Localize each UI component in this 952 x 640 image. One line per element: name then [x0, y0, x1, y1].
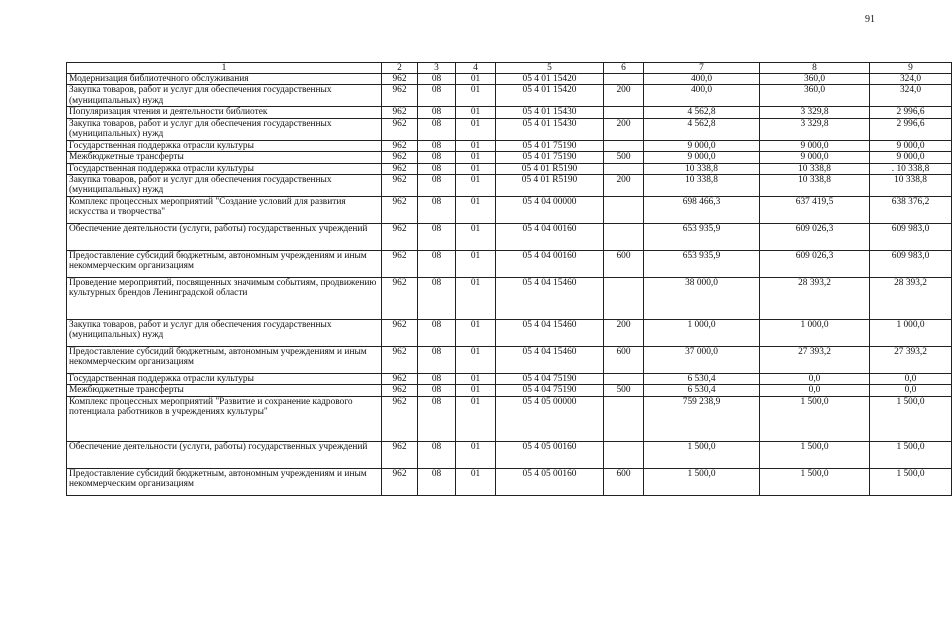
- target-article-cell: 05 4 05 00160: [496, 441, 604, 468]
- table-row: [67, 468, 952, 495]
- table-row: [67, 396, 952, 441]
- amount-year3-cell: 609 983,0: [870, 224, 952, 251]
- target-article-cell: 05 4 04 00160: [496, 224, 604, 251]
- item-name-cell: Предоставление субсидий бюджетным, автономным учреждениям и иным некоммерческим организациям: [67, 468, 382, 495]
- amount-year3-cell: 10 338,8: [870, 175, 952, 197]
- amount-year1-cell: 10 338,8: [644, 175, 760, 197]
- admin-code-cell: 962: [382, 175, 418, 197]
- admin-code-cell: 962: [382, 107, 418, 118]
- target-article-cell: 05 4 01 15420: [496, 74, 604, 85]
- subsection-cell: 01: [456, 85, 496, 107]
- item-name-cell: Предоставление субсидий бюджетным, автономным учреждениям и иным некоммерческим организациям: [67, 251, 382, 278]
- item-name-cell: Предоставление субсидий бюджетным, автономным учреждениям и иным некоммерческим организациям: [67, 347, 382, 374]
- expense-type-cell: [604, 396, 644, 441]
- table-row: [67, 107, 952, 118]
- expense-type-cell: [604, 74, 644, 85]
- amount-year3-cell: 1 500,0: [870, 468, 952, 495]
- amount-year1-cell: 1 500,0: [644, 468, 760, 495]
- admin-code-cell: 962: [382, 85, 418, 107]
- expense-type-cell: 200: [604, 320, 644, 347]
- section-cell: 08: [418, 118, 456, 140]
- amount-year1-cell: 9 000,0: [644, 140, 760, 151]
- target-article-cell: 05 4 01 R5190: [496, 163, 604, 174]
- amount-year1-cell: 1 000,0: [644, 320, 760, 347]
- section-cell: 08: [418, 85, 456, 107]
- section-cell: 08: [418, 468, 456, 495]
- target-article-cell: 05 4 04 00000: [496, 197, 604, 224]
- table-row: [67, 140, 952, 151]
- expense-type-cell: [604, 140, 644, 151]
- item-name-cell: Государственная поддержка отрасли культуры: [67, 140, 382, 151]
- item-name-cell: Государственная поддержка отрасли культуры: [67, 374, 382, 385]
- column-header-6: 6: [604, 63, 644, 74]
- table-row: [67, 251, 952, 278]
- section-cell: 08: [418, 396, 456, 441]
- section-cell: 08: [418, 74, 456, 85]
- section-cell: 08: [418, 175, 456, 197]
- column-header-1: 1: [67, 63, 382, 74]
- admin-code-cell: 962: [382, 320, 418, 347]
- expense-type-cell: 600: [604, 251, 644, 278]
- section-cell: 08: [418, 385, 456, 396]
- table-row: [67, 385, 952, 396]
- amount-year1-cell: 698 466,3: [644, 197, 760, 224]
- amount-year2-cell: 10 338,8: [760, 163, 870, 174]
- amount-year2-cell: 1 500,0: [760, 441, 870, 468]
- expense-type-cell: [604, 163, 644, 174]
- amount-year1-cell: 1 500,0: [644, 441, 760, 468]
- subsection-cell: 01: [456, 441, 496, 468]
- amount-year1-cell: 38 000,0: [644, 278, 760, 320]
- amount-year3-cell: 609 983,0: [870, 251, 952, 278]
- admin-code-cell: 962: [382, 278, 418, 320]
- target-article-cell: 05 4 01 R5190: [496, 175, 604, 197]
- table-row: [67, 197, 952, 224]
- amount-year3-cell: 324,0: [870, 85, 952, 107]
- amount-year1-cell: 653 935,9: [644, 251, 760, 278]
- amount-year1-cell: 6 530,4: [644, 374, 760, 385]
- table-row: [67, 85, 952, 107]
- item-name-cell: Комплекс процессных мероприятий "Создание условий для развития искусства и творчества": [67, 197, 382, 224]
- section-cell: 08: [418, 197, 456, 224]
- subsection-cell: 01: [456, 374, 496, 385]
- amount-year1-cell: 400,0: [644, 74, 760, 85]
- column-header-2: 2: [382, 63, 418, 74]
- budget-table: [66, 62, 952, 496]
- table-header-row: [67, 63, 952, 74]
- item-name-cell: Межбюджетные трансферты: [67, 152, 382, 163]
- column-header-4: 4: [456, 63, 496, 74]
- amount-year3-cell: 2 996,6: [870, 118, 952, 140]
- amount-year2-cell: 1 500,0: [760, 396, 870, 441]
- subsection-cell: 01: [456, 278, 496, 320]
- table-row: [67, 441, 952, 468]
- admin-code-cell: 962: [382, 374, 418, 385]
- target-article-cell: 05 4 04 15460: [496, 347, 604, 374]
- expense-type-cell: [604, 441, 644, 468]
- expense-type-cell: [604, 278, 644, 320]
- admin-code-cell: 962: [382, 118, 418, 140]
- subsection-cell: 01: [456, 140, 496, 151]
- subsection-cell: 01: [456, 118, 496, 140]
- section-cell: 08: [418, 251, 456, 278]
- amount-year3-cell: 638 376,2: [870, 197, 952, 224]
- amount-year1-cell: 653 935,9: [644, 224, 760, 251]
- table-row: [67, 374, 952, 385]
- table-row: [67, 175, 952, 197]
- amount-year3-cell: 1 500,0: [870, 441, 952, 468]
- expense-type-cell: [604, 374, 644, 385]
- amount-year2-cell: 609 026,3: [760, 224, 870, 251]
- amount-year3-cell: 9 000,0: [870, 152, 952, 163]
- amount-year1-cell: 6 530,4: [644, 385, 760, 396]
- amount-year2-cell: 1 000,0: [760, 320, 870, 347]
- table-row: [67, 74, 952, 85]
- item-name-cell: Обеспечение деятельности (услуги, работы) государственных учреждений: [67, 441, 382, 468]
- table-row: [67, 118, 952, 140]
- amount-year1-cell: 4 562,8: [644, 118, 760, 140]
- subsection-cell: 01: [456, 163, 496, 174]
- column-header-7: 7: [644, 63, 760, 74]
- target-article-cell: 05 4 04 15460: [496, 278, 604, 320]
- expense-type-cell: 200: [604, 85, 644, 107]
- expense-type-cell: 600: [604, 347, 644, 374]
- expense-type-cell: [604, 224, 644, 251]
- admin-code-cell: 962: [382, 396, 418, 441]
- amount-year2-cell: 0,0: [760, 374, 870, 385]
- target-article-cell: 05 4 04 75190: [496, 385, 604, 396]
- expense-type-cell: [604, 107, 644, 118]
- amount-year3-cell: 324,0: [870, 74, 952, 85]
- amount-year2-cell: 0,0: [760, 385, 870, 396]
- admin-code-cell: 962: [382, 224, 418, 251]
- table-row: [67, 224, 952, 251]
- target-article-cell: 05 4 04 00160: [496, 251, 604, 278]
- admin-code-cell: 962: [382, 140, 418, 151]
- subsection-cell: 01: [456, 197, 496, 224]
- expense-type-cell: [604, 197, 644, 224]
- subsection-cell: 01: [456, 396, 496, 441]
- subsection-cell: 01: [456, 251, 496, 278]
- section-cell: 08: [418, 152, 456, 163]
- expense-type-cell: 200: [604, 118, 644, 140]
- amount-year2-cell: 609 026,3: [760, 251, 870, 278]
- amount-year1-cell: 9 000,0: [644, 152, 760, 163]
- admin-code-cell: 962: [382, 468, 418, 495]
- item-name-cell: Государственная поддержка отрасли культуры: [67, 163, 382, 174]
- amount-year1-cell: 400,0: [644, 85, 760, 107]
- item-name-cell: Закупка товаров, работ и услуг для обеспечения государственных (муниципальных) нужд: [67, 320, 382, 347]
- section-cell: 08: [418, 107, 456, 118]
- subsection-cell: 01: [456, 107, 496, 118]
- expense-type-cell: 600: [604, 468, 644, 495]
- target-article-cell: 05 4 01 15430: [496, 107, 604, 118]
- expense-type-cell: 500: [604, 385, 644, 396]
- item-name-cell: Популяризация чтения и деятельности библиотек: [67, 107, 382, 118]
- admin-code-cell: 962: [382, 251, 418, 278]
- amount-year3-cell: . 10 338,8: [870, 163, 952, 174]
- amount-year3-cell: 1 000,0: [870, 320, 952, 347]
- amount-year2-cell: 360,0: [760, 74, 870, 85]
- target-article-cell: 05 4 01 75190: [496, 152, 604, 163]
- table-row: [67, 347, 952, 374]
- column-header-3: 3: [418, 63, 456, 74]
- target-article-cell: 05 4 01 75190: [496, 140, 604, 151]
- table-row: [67, 320, 952, 347]
- target-article-cell: 05 4 05 00000: [496, 396, 604, 441]
- table-row: [67, 278, 952, 320]
- page-number: 91: [865, 14, 875, 25]
- admin-code-cell: 962: [382, 197, 418, 224]
- admin-code-cell: 962: [382, 441, 418, 468]
- column-header-8: 8: [760, 63, 870, 74]
- amount-year2-cell: 9 000,0: [760, 140, 870, 151]
- amount-year2-cell: 3 329,8: [760, 107, 870, 118]
- amount-year1-cell: 37 000,0: [644, 347, 760, 374]
- section-cell: 08: [418, 441, 456, 468]
- section-cell: 08: [418, 320, 456, 347]
- amount-year2-cell: 637 419,5: [760, 197, 870, 224]
- expense-type-cell: 200: [604, 175, 644, 197]
- target-article-cell: 05 4 04 15460: [496, 320, 604, 347]
- amount-year2-cell: 28 393,2: [760, 278, 870, 320]
- amount-year3-cell: 1 500,0: [870, 396, 952, 441]
- admin-code-cell: 962: [382, 347, 418, 374]
- subsection-cell: 01: [456, 468, 496, 495]
- subsection-cell: 01: [456, 152, 496, 163]
- column-header-9: 9: [870, 63, 952, 74]
- item-name-cell: Проведение мероприятий, посвященных значимым событиям, продвижению культурных брендов Ленинградской области: [67, 278, 382, 320]
- admin-code-cell: 962: [382, 163, 418, 174]
- subsection-cell: 01: [456, 175, 496, 197]
- amount-year2-cell: 10 338,8: [760, 175, 870, 197]
- amount-year3-cell: 9 000,0: [870, 140, 952, 151]
- target-article-cell: 05 4 01 15430: [496, 118, 604, 140]
- subsection-cell: 01: [456, 224, 496, 251]
- amount-year1-cell: 759 238,9: [644, 396, 760, 441]
- target-article-cell: 05 4 04 75190: [496, 374, 604, 385]
- amount-year2-cell: 360,0: [760, 85, 870, 107]
- amount-year3-cell: 0,0: [870, 385, 952, 396]
- amount-year2-cell: 1 500,0: [760, 468, 870, 495]
- amount-year1-cell: 10 338,8: [644, 163, 760, 174]
- admin-code-cell: 962: [382, 74, 418, 85]
- section-cell: 08: [418, 347, 456, 374]
- admin-code-cell: 962: [382, 152, 418, 163]
- section-cell: 08: [418, 224, 456, 251]
- admin-code-cell: 962: [382, 385, 418, 396]
- item-name-cell: Комплекс процессных мероприятий "Развитие и сохранение кадрового потенциала работников в учреждениях культуры": [67, 396, 382, 441]
- column-header-5: 5: [496, 63, 604, 74]
- table-row: [67, 163, 952, 174]
- amount-year2-cell: 3 329,8: [760, 118, 870, 140]
- subsection-cell: 01: [456, 347, 496, 374]
- section-cell: 08: [418, 374, 456, 385]
- item-name-cell: Закупка товаров, работ и услуг для обеспечения государственных (муниципальных) нужд: [67, 85, 382, 107]
- item-name-cell: Модернизация библиотечного обслуживания: [67, 74, 382, 85]
- item-name-cell: Закупка товаров, работ и услуг для обеспечения государственных (муниципальных) нужд: [67, 175, 382, 197]
- amount-year3-cell: 2 996,6: [870, 107, 952, 118]
- item-name-cell: Обеспечение деятельности (услуги, работы) государственных учреждений: [67, 224, 382, 251]
- section-cell: 08: [418, 140, 456, 151]
- amount-year3-cell: 0,0: [870, 374, 952, 385]
- table-row: [67, 152, 952, 163]
- target-article-cell: 05 4 05 00160: [496, 468, 604, 495]
- subsection-cell: 01: [456, 74, 496, 85]
- subsection-cell: 01: [456, 385, 496, 396]
- amount-year3-cell: 28 393,2: [870, 278, 952, 320]
- section-cell: 08: [418, 163, 456, 174]
- amount-year1-cell: 4 562,8: [644, 107, 760, 118]
- target-article-cell: 05 4 01 15420: [496, 85, 604, 107]
- subsection-cell: 01: [456, 320, 496, 347]
- item-name-cell: Закупка товаров, работ и услуг для обеспечения государственных (муниципальных) нужд: [67, 118, 382, 140]
- amount-year3-cell: 27 393,2: [870, 347, 952, 374]
- section-cell: 08: [418, 278, 456, 320]
- amount-year2-cell: 9 000,0: [760, 152, 870, 163]
- item-name-cell: Межбюджетные трансферты: [67, 385, 382, 396]
- amount-year2-cell: 27 393,2: [760, 347, 870, 374]
- expense-type-cell: 500: [604, 152, 644, 163]
